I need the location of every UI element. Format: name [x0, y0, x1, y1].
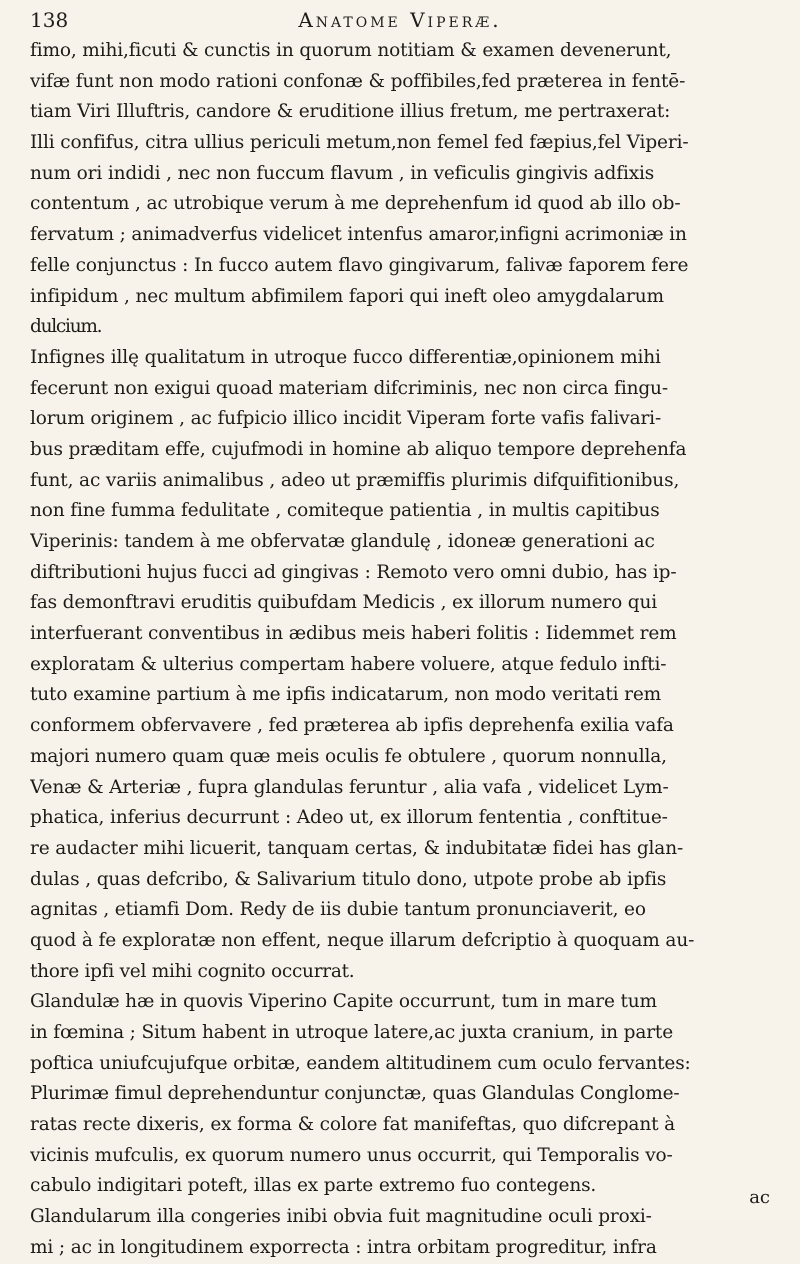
text-line: Viperinis: tandem à me obfervatæ glandulę , idoneæ generationi ac: [30, 531, 655, 552]
text-line: Glandulæ hæ in quovis Viperino Capite occurrunt, tum in mare tum: [30, 991, 657, 1013]
text-line: Plurimæ fimul deprehenduntur conjunctæ, quas Glandulas Conglome-: [30, 1083, 680, 1105]
running-title: Anatome Viperæ.: [298, 8, 502, 32]
text-line: in fœmina ; Situm habent in utroque latere,ac juxta cranium, in parte: [30, 1022, 673, 1043]
text-line: ratas recte dixeris, ex forma & colore fat manifeftas, quo difcrepant à: [30, 1114, 676, 1136]
text-line: exploratam & ulterius compertam habere voluere, atque fedulo infti-: [30, 653, 667, 675]
text-line: interfuerant conventibus in ædibus meis haberi folitis : Iidemmet rem: [30, 623, 677, 645]
text-line: thore ipfi vel mihi cognito occurrat.: [30, 960, 355, 982]
text-line: fervatum ; animadverfus videlicet intenfus amaror,infigni acrimoniæ in: [30, 224, 687, 246]
text-line: agnitas , etiamfi Dom. Redy de iis dubie tantum pronunciaverit, eo: [30, 899, 646, 921]
text-line: bus præditam effe, cujufmodi in homine ab aliquo tempore deprehenfa: [30, 438, 687, 460]
text-line: poftica uniufcujufque orbitæ, eandem altitudinem cum oculo fervantes:: [30, 1052, 691, 1074]
text-line: diftributioni hujus fucci ad gingivas : Remoto vero omni dubio, has ip-: [30, 561, 677, 583]
body-text: [30, 36, 780, 1264]
text-line: Infignes illę qualitatum in utroque fucco differentiæ,opinionem mihi: [30, 346, 661, 368]
text-line: mi ; ac in longitudinem exporrecta : intra orbitam progreditur, infra: [30, 1236, 657, 1258]
text-line: vicinis mufculis, ex quorum numero unus occurrit, qui Temporalis vo-: [30, 1144, 673, 1166]
text-line: vifæ funt non modo rationi confonæ & poffibiles,fed præterea in fentē-: [30, 70, 686, 92]
text-line: Glandularum illa congeries inibi obvia fuit magnitudine oculi proxi-: [30, 1206, 652, 1228]
catchword: ac: [749, 1187, 770, 1208]
text-line: dulcium.: [30, 316, 102, 338]
text-line: Venæ & Arteriæ , fupra glandulas feruntur , alia vafa , videlicet Lym-: [30, 776, 669, 798]
page-number: 138: [30, 8, 69, 32]
text-line: felle conjunctus : In fucco autem flavo gingivarum, falivæ faporem fere: [30, 254, 689, 276]
text-line: tuto examine partium à me ipfis indicatarum, non modo veritati rem: [30, 684, 662, 706]
text-line: contentum , ac utrobique verum à me deprehenfum id quod ab illo ob-: [30, 193, 681, 215]
text-line: non fine fumma fedulitate , comiteque patientia , in multis capitibus: [30, 500, 660, 522]
text-line: Illi confifus, citra ullius periculi metum,non femel fed fæpius,fel Viperi-: [30, 132, 689, 154]
text-line: re audacter mihi licuerit, tanquam certas, & indubitatæ fidei has glan-: [30, 837, 684, 859]
text-line: num ori indidi , nec non fuccum flavum , in veficulis gingivis adfixis: [30, 162, 655, 184]
text-line: tiam Viri Illuftris, candore & eruditione illius fretum, me pertraxerat:: [30, 101, 671, 123]
text-line: infipidum , nec multum abfimilem fapori qui ineft oleo amygdalarum: [30, 285, 664, 307]
text-line: conformem obfervavere , fed præterea ab ipfis deprehenfa exilia vafa: [30, 715, 674, 737]
text-line: quod à fe exploratæ non effent, neque illarum defcriptio à quoquam au-: [30, 929, 695, 951]
text-line: fimo, mihi,ficuti & cunctis in quorum notitiam & examen devenerunt,: [30, 40, 672, 61]
text-line: lorum originem , ac fufpicio illico incidit Viperam forte vafis falivari-: [30, 408, 662, 430]
text-line: cabulo indigitari poteft, illas ex parte extremo fuo contegens.: [30, 1175, 597, 1197]
running-head: [30, 6, 770, 34]
text-line: funt, ac variis animalibus , adeo ut præmiffis plurimis difquifitionibus,: [30, 469, 680, 491]
text-line: majori numero quam quæ meis oculis fe obtulere , quorum nonnulla,: [30, 745, 667, 767]
text-line: fecerunt non exigui quoad materiam difcriminis, nec non circa fingu-: [30, 377, 668, 399]
text-line: dulas , quas defcribo, & Salivarium titulo dono, utpote probe ab ipfis: [30, 868, 667, 890]
text-line: fas demonftravi eruditis quibufdam Medicis , ex illorum numero qui: [30, 592, 658, 614]
text-line: phatica, inferius decurrunt : Adeo ut, ex illorum fententia , conftitue-: [30, 807, 668, 829]
